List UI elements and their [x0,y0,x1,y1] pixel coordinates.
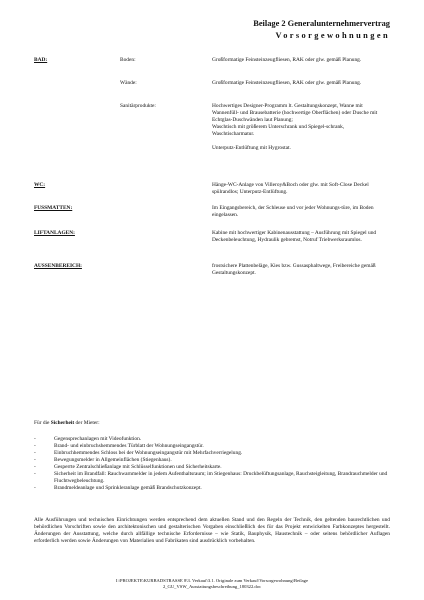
sicherheit-intro [34,420,100,427]
section-bad [34,57,394,177]
sicherheit-intro-bold: Sicherheit [50,420,75,426]
dash-bullet: - [34,471,36,478]
dash-bullet: - [34,485,36,492]
section-wc [34,182,394,202]
dash-bullet: - [34,436,36,442]
footer-line-1: I:\PROJEKTE\KURBADSTRASSE 8\3. Verkauf\3.1. Originale zum Verkauf\Vorsorgewohnung\Beilage [115,578,309,583]
aussenbereich-text: frostsichere Plattenbeläge, Kies bzw. Gussasphaltwege, Freibereiche gemäß Gestaltungskonzept. [212,263,376,277]
list-item [34,471,394,485]
closing-paragraph: Alle Ausführungen und technischen Einrichtungen werden entsprechend dem aktuellen Stand und den Regeln der Technik, den geltenden baurechtlichen und behördlichen Vorschriften sowie den architektonischen und gestalterischen Vorgaben einschließlich des für das Projekt entwickelten Farbkonzeptes hergestellt. Änderungen der Ausstattung, welche durch allfällige technische Erfordernisse – wie Statik, Bauphysik, Haustechnik – oder seitens behördlicher Auflagen erforderlich werden sowie Änderungen von Materialien und Fabrikaten sind ausdrücklich vorbehalten. [34,517,390,545]
list-item-text: Gegensprechanlagen mit Videofunktion. [54,436,142,442]
liftanlagen-text: Kabine mit hochwertiger Kabinenausstattung – Ausführung mit Spiegel und Deckenbeleuchtung, Hydraulik gebremst, Notruf Triebwerksraumlos. [212,230,377,244]
list-item [34,443,394,450]
list-item-text: Einbruchhemmendes Schloss bei der Wohnungseingangstür mit Mehrfachverriegelung. [54,450,243,457]
list-item-text: Brandmeldeanlage und Sprinkleranlage gemäß Brandschutzkonzept. [54,485,202,492]
dash-bullet: - [34,457,36,464]
list-item-text: Gesperrte Zentralschließanlage mit Schlüsselfunktionen und Sicherheitskarte. [54,464,222,471]
section-label-aussenbereich: AUSSENBEREICH: [34,263,82,269]
section-label-liftanlagen: LIFTANLAGEN: [34,230,75,236]
section-liftanlagen [34,230,394,258]
bad-boden-text: Großformatige Feinsteinzeugfliesen, RAK oder glw. gemäß Planung. [212,57,362,63]
dash-bullet: - [34,443,36,450]
sicherheit-list [34,436,394,492]
bad-sanitaer-desc [212,103,384,152]
sicherheit-intro-before: Für die [34,420,51,426]
section-label-fussmatten: FUSSMATTEN: [34,205,73,211]
list-item-text: Sicherheit im Brandfall: Rauchwarnmelder in jedem Aufenthaltsraum; im Stiegenhaus: Druckbelüftungsanlage, Rauchsteigleitung, Brandrauchmelder und Fluchtwegbeleuchtung. [54,471,388,485]
bad-sanitaer-text-1: Hochwertiges Designer-Programm lt. Gestaltungskonzept, Wanne mit Wannenfüll- und Brausebatterie (hochwertige Oberflächen) oder Dusche mit Echtglas-Duschwänden laut Planung; [212,103,378,124]
bad-waende-text: Großformatige Feinsteinzeugfliesen, RAK oder glw. gemäß Planung. [212,80,362,86]
dash-bullet: - [34,450,36,457]
footer-path [90,578,334,589]
section-label-wc: WC: [34,182,46,188]
bad-boden-label: Boden: [120,57,136,63]
document-title: Beilage 2 Generalunternehmervertrag [253,19,390,28]
bad-sanitaer-text-3: Unterputz-Entlüftung mit Hygrostat. [212,145,291,152]
bad-sanitaer-text-2: Waschtisch mit größerem Unterschrank und Spiegel-schrank, Waschtischarmatur. [212,124,345,138]
list-item [34,485,394,492]
list-item-text: Brand- und einbruchshemmendes Türblatt der Wohnungseingangstür. [54,443,204,450]
list-item [34,457,394,464]
footer-line-2: 2_GU_VSW_Ausstattungsbeschreibung_180322.doc [162,583,262,589]
list-item-text: Bewegungsmelder in Allgemeinflächen (Stiegenhaus). [54,457,172,464]
section-aussenbereich [34,263,394,283]
fussmatten-text: Im Eingangsbereich, der Schleuse und vor jeder Wohnungs-türe, im Boden eingelassen. [212,205,374,219]
list-item [34,450,394,457]
list-item [34,436,394,443]
section-label-bad: BAD: [34,57,48,63]
document-subtitle: Vorsorgewohnungen [275,31,390,40]
section-fussmatten [34,205,394,225]
wc-text: Hänge-WC-Anlage von Villeroy&Boch oder glw. mit Soft-Close Deckel spülrandlos; Unterputz-Entlüftung. [212,182,369,196]
sicherheit-intro-after: der Mieter: [74,420,100,426]
bad-sanitaer-label: Sanitärprodukte: [120,103,156,109]
dash-bullet: - [34,464,36,471]
bad-waende-label: Wände: [120,80,137,86]
